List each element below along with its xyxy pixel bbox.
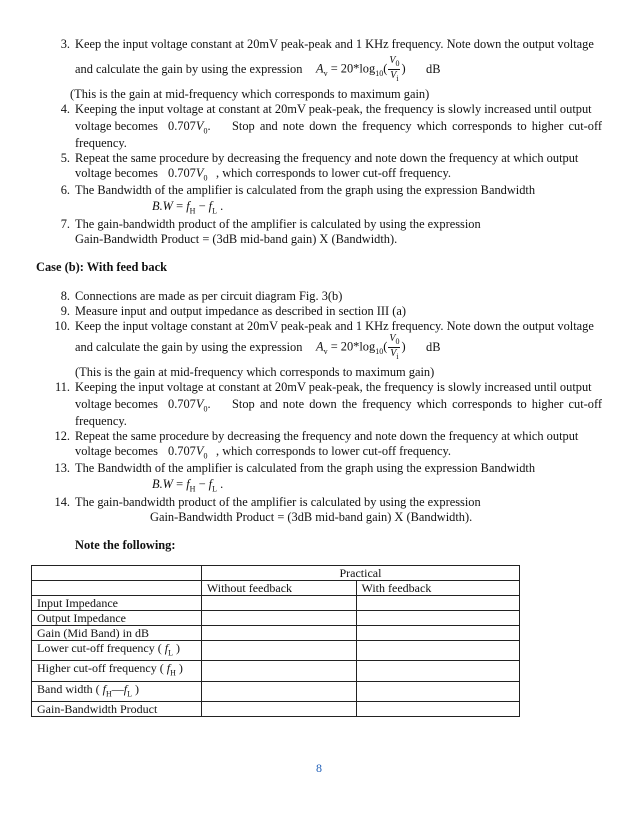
step-text-line: Measure input and output impedance as described in section III (a) — [75, 304, 406, 318]
without-feedback-cell — [201, 661, 356, 681]
step-text-line: Repeat the same procedure by decreasing the frequency and note down the frequency at which output — [75, 429, 579, 443]
step-number: 13. — [54, 461, 70, 475]
row-label: Higher cut-off frequency ( $f_H$ ) — [32, 661, 202, 681]
step-number: 11. — [54, 380, 70, 394]
cutoff-formula: $0.707V_0$ — [168, 444, 208, 461]
cutoff-formula: $0.707V_0$. — [168, 119, 211, 136]
row-label: Output Impedance — [32, 611, 202, 626]
row-label: Lower cut-off frequency ( $f_L$ ) — [32, 641, 202, 661]
step-number: 7. — [60, 217, 70, 231]
row-label: Gain (Mid Band) in dB — [32, 626, 202, 641]
with-feedback-cell — [356, 611, 520, 626]
step-text-line: Connections are made as per circuit diagram Fig. 3(b) — [75, 289, 343, 303]
row-label: Input Impedance — [32, 596, 202, 611]
row-label: Gain-Bandwidth Product — [32, 702, 202, 717]
practical-header: Practical — [201, 566, 519, 581]
step-number: 3. — [60, 37, 70, 51]
with-feedback-cell — [356, 596, 520, 611]
step-number: 4. — [60, 102, 70, 116]
step-text-line: The gain-bandwidth product of the amplifier is calculated by using the expression — [75, 217, 481, 231]
bandwidth-formula: $B.W = f_H - f_L$ . — [152, 199, 224, 216]
bandwidth-formula: $B.W = f_H - f_L$ . — [152, 477, 224, 494]
table-row — [32, 611, 520, 626]
with-feedback-cell — [356, 661, 520, 681]
without-feedback-cell — [201, 626, 356, 641]
step-text-line: voltage becomes — [75, 444, 158, 458]
without-feedback-cell — [201, 702, 356, 717]
table-row — [32, 641, 520, 661]
gain-formula: $A_v = 20*\log_{10}$( $\frac{V_0}{V_i}$ ) — [316, 333, 406, 361]
with-feedback-cell — [356, 626, 520, 641]
step-number: 8. — [60, 289, 70, 303]
step-text-line: and calculate the gain by using the expression — [75, 62, 303, 76]
step-text-line: voltage becomes — [75, 119, 158, 133]
step-number: 14. — [54, 495, 70, 509]
table-row — [32, 626, 520, 641]
with-feedback-header: With feedback — [356, 581, 520, 596]
step-text-line: frequency. — [75, 136, 127, 150]
without-feedback-cell — [201, 681, 356, 701]
step-text-line: Stop and note down the frequency which corresponds to higher cut-off — [232, 397, 602, 411]
step-text-line: Stop and note down the frequency which corresponds to higher cut-off — [232, 119, 602, 133]
page-number: 8 — [316, 761, 322, 775]
step-number: 6. — [60, 183, 70, 197]
section-heading: Case (b): With feed back — [36, 260, 168, 274]
step-number: 9. — [60, 304, 70, 318]
step-text-line: The Bandwidth of the amplifier is calculated from the graph using the expression Bandwidth — [75, 183, 536, 197]
note-heading: Note the following: — [75, 538, 176, 552]
step-text-line: The gain-bandwidth product of the amplifier is calculated by using the expression — [75, 495, 481, 509]
cutoff-formula: $0.707V_0$ — [168, 166, 208, 183]
table-empty-cell — [32, 581, 202, 596]
with-feedback-cell — [356, 641, 520, 661]
step-note: (This is the gain at mid-frequency which corresponds to maximum gain) — [70, 87, 430, 101]
step-number: 12. — [54, 429, 70, 443]
table-row — [32, 596, 520, 611]
table-subheader-row — [32, 581, 520, 596]
table-row — [32, 661, 520, 681]
step-text-line: Keeping the input voltage at constant at 20mV peak-peak, the frequency is slowly increased until output — [75, 380, 592, 394]
step-text-line: Repeat the same procedure by decreasing the frequency and note down the frequency at which output — [75, 151, 579, 165]
step-text-line: and calculate the gain by using the expression — [75, 340, 303, 354]
table-empty-cell — [32, 566, 202, 581]
unit-db: dB — [426, 340, 441, 354]
step-note: (This is the gain at mid-frequency which corresponds to maximum gain) — [75, 365, 435, 379]
step-text-line: Gain-Bandwidth Product = (3dB mid-band gain) X (Bandwidth). — [150, 510, 473, 524]
step-text-line: The Bandwidth of the amplifier is calculated from the graph using the expression Bandwidth — [75, 461, 536, 475]
step-text-line: Keeping the input voltage at constant at 20mV peak-peak, the frequency is slowly increased until output — [75, 102, 592, 116]
with-feedback-cell — [356, 681, 520, 701]
step-text-line: Gain-Bandwidth Product = (3dB mid-band gain) X (Bandwidth). — [75, 232, 398, 246]
step-text-line: frequency. — [75, 414, 127, 428]
table-row — [32, 681, 520, 701]
row-label: Band width ( $f_H—f_L$ ) — [32, 681, 202, 701]
step-text-line: Keep the input voltage constant at 20mV peak-peak and 1 KHz frequency. Note down the output voltage — [75, 37, 594, 51]
without-feedback-cell — [201, 596, 356, 611]
gain-formula: $A_v = 20*\log_{10}$( $\frac{V_0}{V_i}$ ) — [316, 55, 406, 83]
step-text-line: Keep the input voltage constant at 20mV peak-peak and 1 KHz frequency. Note down the output voltage — [75, 319, 594, 333]
step-text-line: voltage becomes — [75, 397, 158, 411]
table-header-row — [32, 566, 520, 581]
with-feedback-cell — [356, 702, 520, 717]
cutoff-formula: $0.707V_0$. — [168, 397, 211, 414]
without-feedback-cell — [201, 641, 356, 661]
unit-db: dB — [426, 62, 441, 76]
without-feedback-header: Without feedback — [201, 581, 356, 596]
step-text-line: , which corresponds to lower cut-off frequency. — [216, 444, 451, 458]
without-feedback-cell — [201, 611, 356, 626]
table-row — [32, 702, 520, 717]
step-text-line: voltage becomes — [75, 166, 158, 180]
step-number: 10. — [54, 319, 70, 333]
step-text-line: , which corresponds to lower cut-off frequency. — [216, 166, 451, 180]
results-table — [31, 565, 520, 717]
step-number: 5. — [60, 151, 70, 165]
